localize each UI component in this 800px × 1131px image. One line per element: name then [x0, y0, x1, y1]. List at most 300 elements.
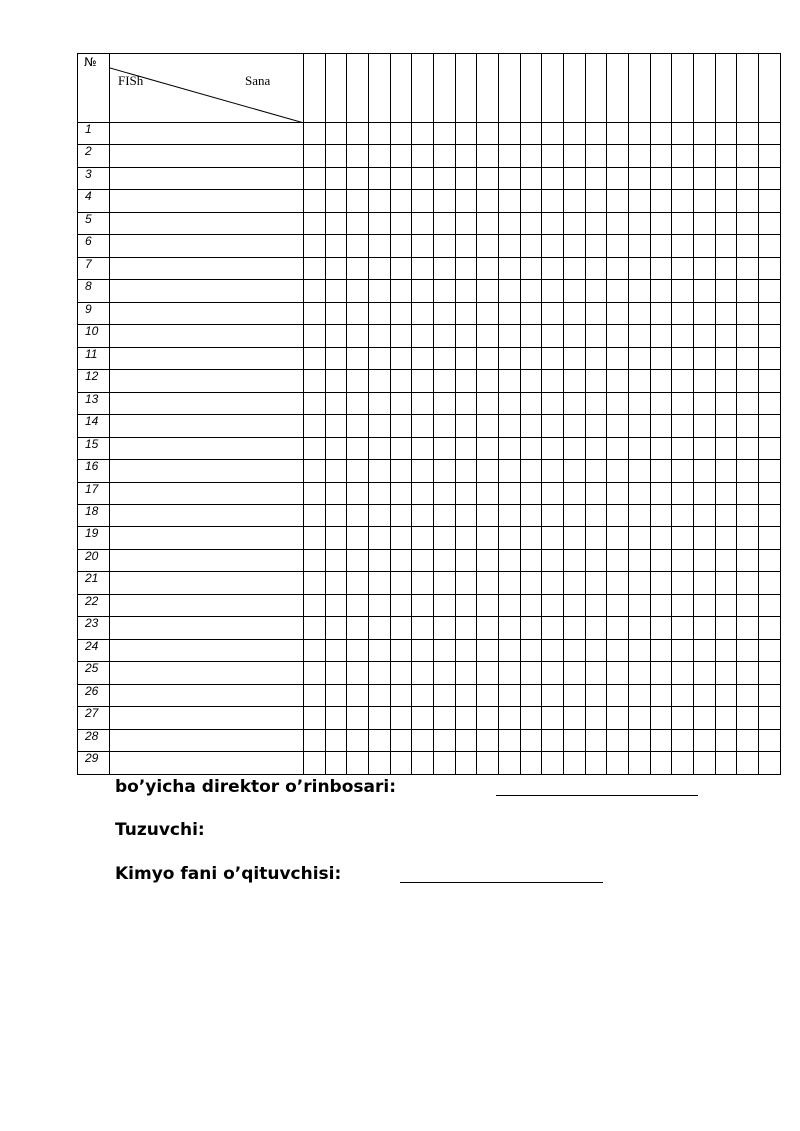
- attendance-cell: [542, 662, 564, 684]
- attendance-cell: [737, 257, 759, 279]
- attendance-cell: [650, 729, 672, 751]
- attendance-cell: [369, 504, 391, 526]
- attendance-cell: [347, 594, 369, 616]
- attendance-cell: [737, 549, 759, 571]
- attendance-cell: [390, 415, 412, 437]
- attendance-cell: [650, 662, 672, 684]
- attendance-cell: [325, 190, 347, 212]
- table-row: [78, 572, 781, 594]
- attendance-cell: [607, 145, 629, 167]
- student-name-cell: [110, 325, 304, 347]
- table-row: [78, 527, 781, 549]
- table-row: [78, 617, 781, 639]
- table-header-row: [78, 54, 781, 123]
- student-name-cell: [110, 190, 304, 212]
- row-number-cell: [78, 190, 110, 212]
- attendance-cell: [564, 167, 586, 189]
- attendance-cell: [564, 212, 586, 234]
- attendance-cell: [434, 549, 456, 571]
- row-number-cell: [78, 527, 110, 549]
- attendance-cell: [607, 572, 629, 594]
- attendance-cell: [564, 415, 586, 437]
- attendance-cell: [629, 370, 651, 392]
- attendance-cell: [325, 392, 347, 414]
- attendance-cell: [434, 437, 456, 459]
- row-number: 23: [85, 616, 99, 631]
- student-name-cell: [110, 347, 304, 369]
- row-number-cell: [78, 257, 110, 279]
- attendance-cell: [629, 572, 651, 594]
- attendance-cell: [564, 392, 586, 414]
- deputy-signature-line: [496, 795, 698, 796]
- row-number-cell: [78, 617, 110, 639]
- attendance-cell: [650, 347, 672, 369]
- attendance-cell: [412, 190, 434, 212]
- table-row: [78, 707, 781, 729]
- attendance-cell: [325, 370, 347, 392]
- attendance-cell: [412, 460, 434, 482]
- attendance-cell: [434, 167, 456, 189]
- row-number: 5: [85, 212, 92, 226]
- attendance-cell: [369, 167, 391, 189]
- attendance-cell: [347, 123, 369, 145]
- attendance-cell: [542, 167, 564, 189]
- student-name-cell: [110, 527, 304, 549]
- attendance-cell: [694, 347, 716, 369]
- attendance-cell: [499, 684, 521, 706]
- attendance-cell: [390, 549, 412, 571]
- attendance-cell: [737, 572, 759, 594]
- attendance-cell: [499, 280, 521, 302]
- attendance-cell: [477, 527, 499, 549]
- row-number: 11: [85, 347, 98, 361]
- attendance-cell: [347, 707, 369, 729]
- attendance-cell: [542, 302, 564, 324]
- attendance-cell: [390, 527, 412, 549]
- attendance-cell: [650, 504, 672, 526]
- attendance-cell: [520, 280, 542, 302]
- attendance-cell: [694, 145, 716, 167]
- attendance-cell: [477, 437, 499, 459]
- attendance-cell: [650, 257, 672, 279]
- attendance-cell: [412, 594, 434, 616]
- attendance-cell: [737, 123, 759, 145]
- header-date-cell: [650, 54, 672, 123]
- student-name-cell: [110, 504, 304, 526]
- header-date-cell: [629, 54, 651, 123]
- attendance-cell: [455, 639, 477, 661]
- attendance-cell: [715, 280, 737, 302]
- attendance-cell: [607, 639, 629, 661]
- attendance-cell: [759, 729, 781, 751]
- header-date-cell: [455, 54, 477, 123]
- attendance-cell: [390, 370, 412, 392]
- attendance-cell: [542, 370, 564, 392]
- attendance-cell: [520, 527, 542, 549]
- row-number: 19: [85, 526, 99, 541]
- attendance-cell: [585, 639, 607, 661]
- student-name-cell: [110, 729, 304, 751]
- attendance-cell: [585, 482, 607, 504]
- attendance-cell: [542, 123, 564, 145]
- attendance-cell: [369, 617, 391, 639]
- attendance-cell: [412, 662, 434, 684]
- attendance-cell: [759, 347, 781, 369]
- attendance-cell: [390, 347, 412, 369]
- attendance-cell: [585, 347, 607, 369]
- attendance-cell: [629, 123, 651, 145]
- attendance-cell: [434, 639, 456, 661]
- attendance-cell: [347, 145, 369, 167]
- attendance-cell: [694, 482, 716, 504]
- attendance-cell: [737, 212, 759, 234]
- attendance-cell: [369, 527, 391, 549]
- attendance-cell: [455, 684, 477, 706]
- attendance-cell: [650, 617, 672, 639]
- student-name-cell: [110, 280, 304, 302]
- attendance-cell: [520, 145, 542, 167]
- row-number: 24: [85, 639, 99, 653]
- table-row: [78, 325, 781, 347]
- attendance-cell: [759, 482, 781, 504]
- attendance-cell: [737, 167, 759, 189]
- attendance-cell: [672, 370, 694, 392]
- table-row: [78, 437, 781, 459]
- attendance-cell: [347, 167, 369, 189]
- attendance-cell: [672, 684, 694, 706]
- attendance-cell: [759, 167, 781, 189]
- attendance-cell: [304, 325, 326, 347]
- attendance-cell: [455, 302, 477, 324]
- attendance-cell: [304, 684, 326, 706]
- student-name-cell: [110, 460, 304, 482]
- attendance-cell: [369, 729, 391, 751]
- attendance-cell: [455, 280, 477, 302]
- student-name-cell: [110, 437, 304, 459]
- attendance-cell: [412, 167, 434, 189]
- attendance-cell: [629, 302, 651, 324]
- attendance-cell: [434, 235, 456, 257]
- row-number: 15: [85, 437, 99, 451]
- attendance-cell: [737, 527, 759, 549]
- attendance-cell: [694, 684, 716, 706]
- attendance-cell: [672, 527, 694, 549]
- attendance-cell: [585, 594, 607, 616]
- attendance-cell: [737, 617, 759, 639]
- attendance-cell: [759, 235, 781, 257]
- attendance-cell: [759, 594, 781, 616]
- attendance-cell: [672, 639, 694, 661]
- row-number: 2: [85, 144, 92, 159]
- header-date-cell: [715, 54, 737, 123]
- attendance-cell: [607, 617, 629, 639]
- row-number-cell: [78, 482, 110, 504]
- attendance-cell: [585, 370, 607, 392]
- attendance-cell: [499, 212, 521, 234]
- attendance-cell: [434, 617, 456, 639]
- attendance-cell: [390, 167, 412, 189]
- attendance-cell: [434, 123, 456, 145]
- attendance-cell: [607, 280, 629, 302]
- attendance-cell: [325, 527, 347, 549]
- attendance-cell: [585, 460, 607, 482]
- attendance-cell: [390, 752, 412, 774]
- attendance-cell: [694, 752, 716, 774]
- attendance-cell: [412, 729, 434, 751]
- attendance-cell: [455, 729, 477, 751]
- attendance-cell: [304, 639, 326, 661]
- row-number: 26: [85, 684, 99, 698]
- attendance-cell: [325, 662, 347, 684]
- attendance-cell: [325, 617, 347, 639]
- attendance-cell: [715, 617, 737, 639]
- attendance-cell: [304, 370, 326, 392]
- attendance-cell: [325, 684, 347, 706]
- attendance-cell: [434, 594, 456, 616]
- attendance-cell: [520, 662, 542, 684]
- student-name-cell: [110, 235, 304, 257]
- attendance-cell: [499, 549, 521, 571]
- attendance-cell: [369, 325, 391, 347]
- attendance-cell: [304, 460, 326, 482]
- attendance-cell: [650, 527, 672, 549]
- attendance-cell: [325, 482, 347, 504]
- row-number: 16: [85, 459, 99, 474]
- attendance-cell: [759, 302, 781, 324]
- attendance-cell: [347, 325, 369, 347]
- attendance-cell: [694, 415, 716, 437]
- attendance-cell: [434, 460, 456, 482]
- attendance-cell: [412, 302, 434, 324]
- attendance-cell: [672, 549, 694, 571]
- table-row: [78, 549, 781, 571]
- attendance-cell: [542, 482, 564, 504]
- attendance-cell: [564, 437, 586, 459]
- attendance-cell: [347, 549, 369, 571]
- attendance-cell: [564, 504, 586, 526]
- attendance-cell: [304, 257, 326, 279]
- attendance-cell: [390, 257, 412, 279]
- attendance-cell: [607, 235, 629, 257]
- attendance-cell: [499, 167, 521, 189]
- attendance-cell: [347, 617, 369, 639]
- student-name-cell: [110, 752, 304, 774]
- attendance-cell: [369, 212, 391, 234]
- attendance-cell: [715, 549, 737, 571]
- attendance-cell: [650, 437, 672, 459]
- table-row: [78, 190, 781, 212]
- student-name-cell: [110, 123, 304, 145]
- attendance-cell: [629, 167, 651, 189]
- table-row: [78, 662, 781, 684]
- attendance-table: [77, 53, 781, 775]
- attendance-cell: [434, 302, 456, 324]
- attendance-cell: [390, 662, 412, 684]
- attendance-cell: [520, 482, 542, 504]
- attendance-cell: [477, 729, 499, 751]
- attendance-cell: [520, 639, 542, 661]
- attendance-cell: [607, 392, 629, 414]
- attendance-cell: [694, 190, 716, 212]
- attendance-cell: [455, 167, 477, 189]
- row-number-cell: [78, 504, 110, 526]
- attendance-cell: [715, 190, 737, 212]
- attendance-cell: [347, 302, 369, 324]
- attendance-cell: [455, 347, 477, 369]
- row-number: 28: [85, 729, 99, 743]
- attendance-cell: [650, 167, 672, 189]
- attendance-cell: [694, 123, 716, 145]
- attendance-cell: [542, 594, 564, 616]
- attendance-cell: [390, 684, 412, 706]
- attendance-cell: [585, 123, 607, 145]
- attendance-cell: [737, 347, 759, 369]
- attendance-cell: [542, 504, 564, 526]
- student-name-cell: [110, 212, 304, 234]
- attendance-cell: [390, 504, 412, 526]
- attendance-cell: [412, 415, 434, 437]
- attendance-cell: [694, 639, 716, 661]
- attendance-cell: [520, 707, 542, 729]
- attendance-cell: [629, 347, 651, 369]
- header-date-cell: [369, 54, 391, 123]
- attendance-cell: [607, 460, 629, 482]
- attendance-cell: [715, 167, 737, 189]
- attendance-cell: [455, 415, 477, 437]
- table-row: [78, 347, 781, 369]
- row-number-cell: [78, 572, 110, 594]
- attendance-cell: [585, 302, 607, 324]
- attendance-cell: [347, 460, 369, 482]
- attendance-cell: [672, 437, 694, 459]
- attendance-cell: [564, 190, 586, 212]
- attendance-cell: [477, 280, 499, 302]
- attendance-cell: [759, 370, 781, 392]
- attendance-cell: [585, 212, 607, 234]
- attendance-cell: [737, 707, 759, 729]
- attendance-cell: [564, 639, 586, 661]
- attendance-cell: [304, 347, 326, 369]
- attendance-cell: [412, 347, 434, 369]
- attendance-cell: [715, 639, 737, 661]
- attendance-cell: [607, 752, 629, 774]
- attendance-cell: [477, 370, 499, 392]
- attendance-cell: [455, 235, 477, 257]
- attendance-cell: [347, 729, 369, 751]
- attendance-cell: [564, 662, 586, 684]
- attendance-cell: [759, 212, 781, 234]
- attendance-cell: [694, 167, 716, 189]
- attendance-cell: [759, 123, 781, 145]
- attendance-cell: [694, 729, 716, 751]
- attendance-cell: [607, 167, 629, 189]
- attendance-cell: [629, 549, 651, 571]
- attendance-cell: [585, 257, 607, 279]
- attendance-cell: [694, 370, 716, 392]
- attendance-cell: [390, 145, 412, 167]
- attendance-cell: [347, 482, 369, 504]
- attendance-cell: [542, 190, 564, 212]
- attendance-cell: [412, 370, 434, 392]
- table-row: [78, 460, 781, 482]
- attendance-cell: [715, 684, 737, 706]
- attendance-cell: [434, 212, 456, 234]
- attendance-cell: [369, 549, 391, 571]
- attendance-cell: [715, 707, 737, 729]
- attendance-cell: [542, 729, 564, 751]
- student-name-cell: [110, 572, 304, 594]
- header-date-cell: [672, 54, 694, 123]
- header-date-cell: [325, 54, 347, 123]
- attendance-cell: [759, 460, 781, 482]
- attendance-cell: [390, 212, 412, 234]
- attendance-cell: [520, 617, 542, 639]
- attendance-cell: [607, 482, 629, 504]
- attendance-cell: [629, 482, 651, 504]
- attendance-cell: [737, 415, 759, 437]
- attendance-cell: [520, 325, 542, 347]
- attendance-cell: [477, 482, 499, 504]
- attendance-cell: [412, 504, 434, 526]
- attendance-cell: [542, 684, 564, 706]
- attendance-cell: [694, 257, 716, 279]
- attendance-cell: [347, 235, 369, 257]
- attendance-cell: [390, 392, 412, 414]
- header-date-cell: [434, 54, 456, 123]
- attendance-cell: [412, 527, 434, 549]
- attendance-cell: [499, 145, 521, 167]
- attendance-cell: [325, 639, 347, 661]
- attendance-cell: [455, 123, 477, 145]
- attendance-cell: [304, 662, 326, 684]
- student-name-cell: [110, 594, 304, 616]
- attendance-cell: [477, 325, 499, 347]
- attendance-cell: [694, 235, 716, 257]
- attendance-cell: [304, 392, 326, 414]
- attendance-cell: [737, 482, 759, 504]
- attendance-cell: [694, 707, 716, 729]
- attendance-cell: [455, 460, 477, 482]
- attendance-cell: [650, 280, 672, 302]
- attendance-cell: [629, 594, 651, 616]
- attendance-cell: [390, 123, 412, 145]
- attendance-cell: [715, 437, 737, 459]
- attendance-cell: [629, 639, 651, 661]
- attendance-cell: [737, 460, 759, 482]
- attendance-cell: [304, 212, 326, 234]
- attendance-cell: [564, 549, 586, 571]
- attendance-cell: [520, 212, 542, 234]
- attendance-cell: [369, 190, 391, 212]
- attendance-cell: [347, 370, 369, 392]
- table-row: [78, 257, 781, 279]
- attendance-cell: [672, 235, 694, 257]
- attendance-cell: [520, 549, 542, 571]
- header-name-date-cell: [110, 54, 304, 123]
- attendance-cell: [542, 460, 564, 482]
- row-number: 27: [85, 706, 99, 721]
- attendance-cell: [694, 662, 716, 684]
- attendance-cell: [715, 392, 737, 414]
- attendance-cell: [737, 302, 759, 324]
- attendance-cell: [564, 325, 586, 347]
- attendance-cell: [325, 594, 347, 616]
- row-number-cell: [78, 729, 110, 751]
- attendance-cell: [325, 167, 347, 189]
- attendance-cell: [390, 437, 412, 459]
- attendance-cell: [455, 325, 477, 347]
- attendance-cell: [369, 639, 391, 661]
